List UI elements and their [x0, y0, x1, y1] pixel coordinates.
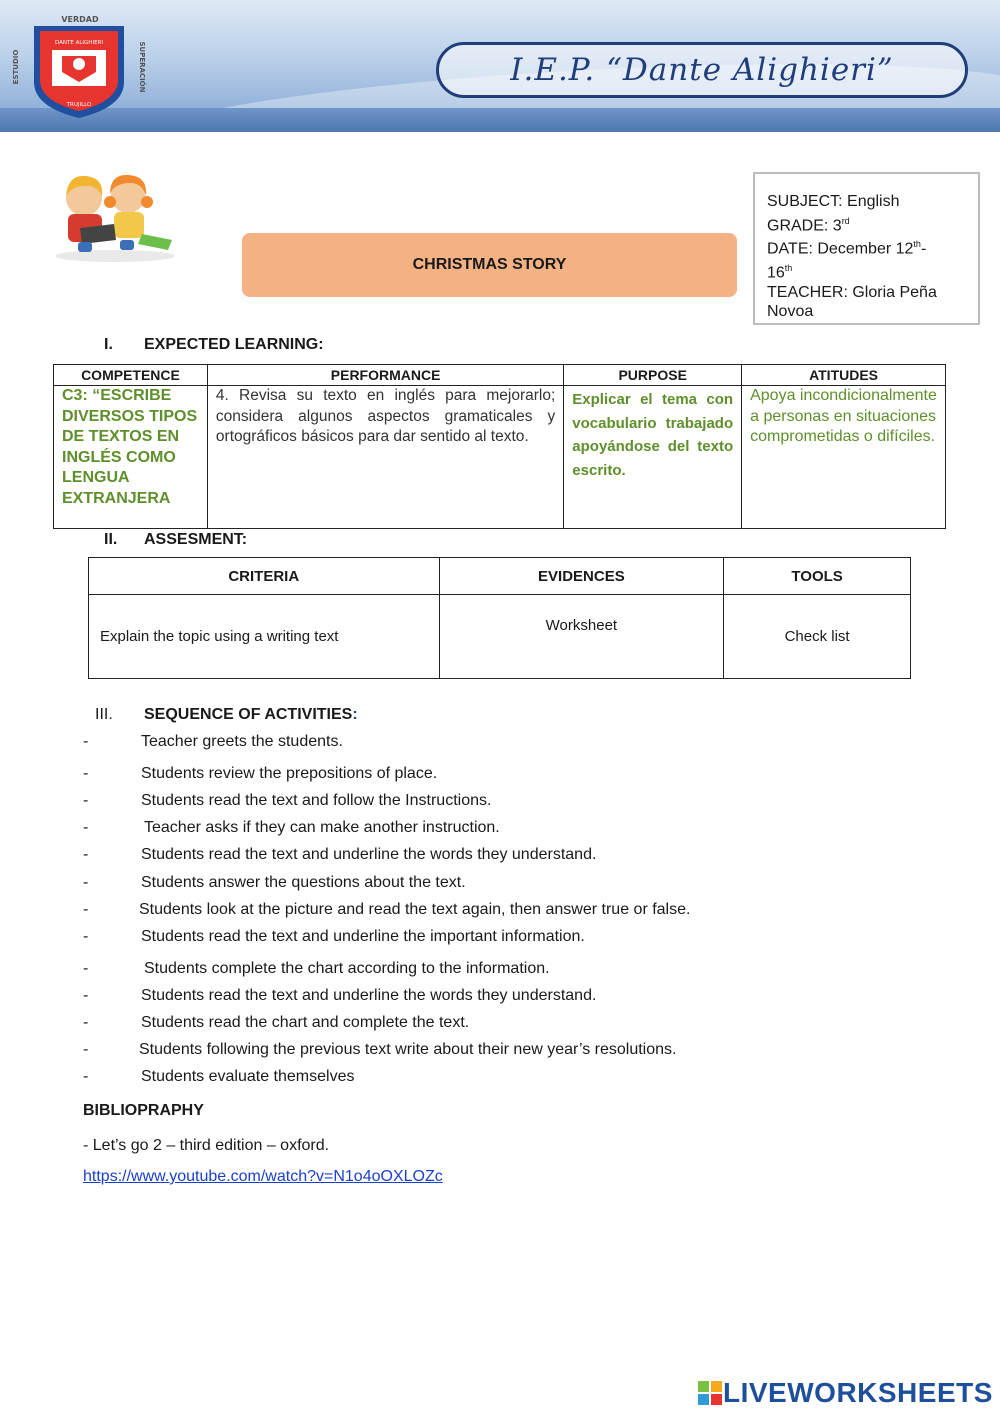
liveworksheets-logo-icon [697, 1380, 723, 1406]
header-purpose: PURPOSE [564, 365, 742, 386]
section-activities-heading: III. SEQUENCE OF ACTIVITIES: [95, 706, 358, 723]
logo-right-text: SUPERACIÓN [138, 41, 146, 93]
activity-item: - Students read the text and underline the important information. [83, 928, 585, 945]
subject-line: SUBJECT: English [767, 193, 900, 210]
header-tools: TOOLS [724, 558, 911, 595]
header-criteria: CRITERIA [89, 558, 440, 595]
attitudes-cell: Apoya incondicionalmente a personas en situaciones comprometidas o difíciles. [742, 386, 946, 529]
header-evidences: EVIDENCES [439, 558, 724, 595]
activity-item: - Teacher asks if they can make another instruction. [83, 819, 500, 836]
bibliography-heading: BIBLIOPRAPHY [83, 1102, 204, 1119]
activity-item: - Students evaluate themselves [83, 1068, 355, 1085]
logo-inner-text: DANTE ALIGHIERI [55, 40, 103, 46]
school-crest-logo [12, 12, 148, 122]
header-banner [0, 0, 1000, 132]
activity-item: - Students review the prepositions of place. [83, 765, 438, 782]
activity-item: - Students read the text and follow the Instructions. [83, 792, 492, 809]
section-expected-learning-heading: I. EXPECTED LEARNING: [104, 336, 324, 353]
header-attitudes: ATITUDES [742, 365, 946, 386]
activity-item: - Students complete the chart according to the information. [83, 960, 550, 977]
competence-cell: C3: “ESCRIBE DIVERSOS TIPOS DE TEXTOS EN INGLÉS COMO LENGUA EXTRANJERA [54, 386, 208, 529]
header-competence: COMPETENCE [54, 365, 208, 386]
bibliography-link[interactable]: https://www.youtube.com/watch?v=N1o4oOXLOZc [83, 1168, 443, 1185]
tools-cell: Check list [724, 595, 911, 679]
school-name: I.E.P. “Dante Alighieri” [510, 52, 894, 88]
activity-item: - Teacher greets the students. [83, 733, 343, 750]
section-assessment-heading: II. ASSESMENT: [104, 531, 248, 548]
kids-reading-illustration [50, 168, 180, 264]
activity-item: - Students read the text and underline the words they understand. [83, 846, 597, 863]
logo-top-text: VERDAD [61, 15, 99, 24]
evidences-cell: Worksheet [439, 595, 724, 679]
school-name-banner [436, 42, 968, 98]
teacher-line: TEACHER: Gloria Peña Novoa [767, 283, 937, 321]
activity-item: - Students read the chart and complete the text. [83, 1014, 470, 1031]
assessment-table [88, 557, 911, 679]
activity-item: - Students read the text and underline the words they understand. [83, 987, 597, 1004]
header-performance: PERFORMANCE [207, 365, 563, 386]
grade-line: GRADE: 3rd [767, 215, 850, 234]
purpose-cell: Explicar el tema con vocabulario trabajado apoyándose del texto escrito. [564, 386, 742, 529]
activity-item: - Students look at the picture and read the text again, then answer true or false. [83, 901, 691, 918]
activity-item: - Students answer the questions about the text. [83, 874, 466, 891]
criteria-cell: Explain the topic using a writing text [89, 595, 440, 679]
class-info-box [753, 172, 980, 325]
bibliography-item: - Let’s go 2 – third edition – oxford. [83, 1137, 330, 1154]
liveworksheets-text: LIVEWORKSHEETS [723, 1377, 993, 1408]
worksheet-title: CHRISTMAS STORY [242, 233, 737, 297]
expected-learning-table [53, 364, 946, 529]
liveworksheets-brand[interactable] [697, 1376, 993, 1410]
date-line: DATE: December 12th- 16th [767, 239, 927, 282]
performance-cell: 4. Revisa su texto en inglés para mejorarlo; considera algunos aspectos gramaticales y ortográficos básicos para dar sentido al texto. [207, 386, 563, 529]
activity-item: - Students following the previous text write about their new year’s resolutions. [83, 1041, 677, 1058]
logo-left-text: ESTUDIO [12, 49, 20, 85]
logo-bottom-text: TRUJILLO [66, 102, 92, 108]
